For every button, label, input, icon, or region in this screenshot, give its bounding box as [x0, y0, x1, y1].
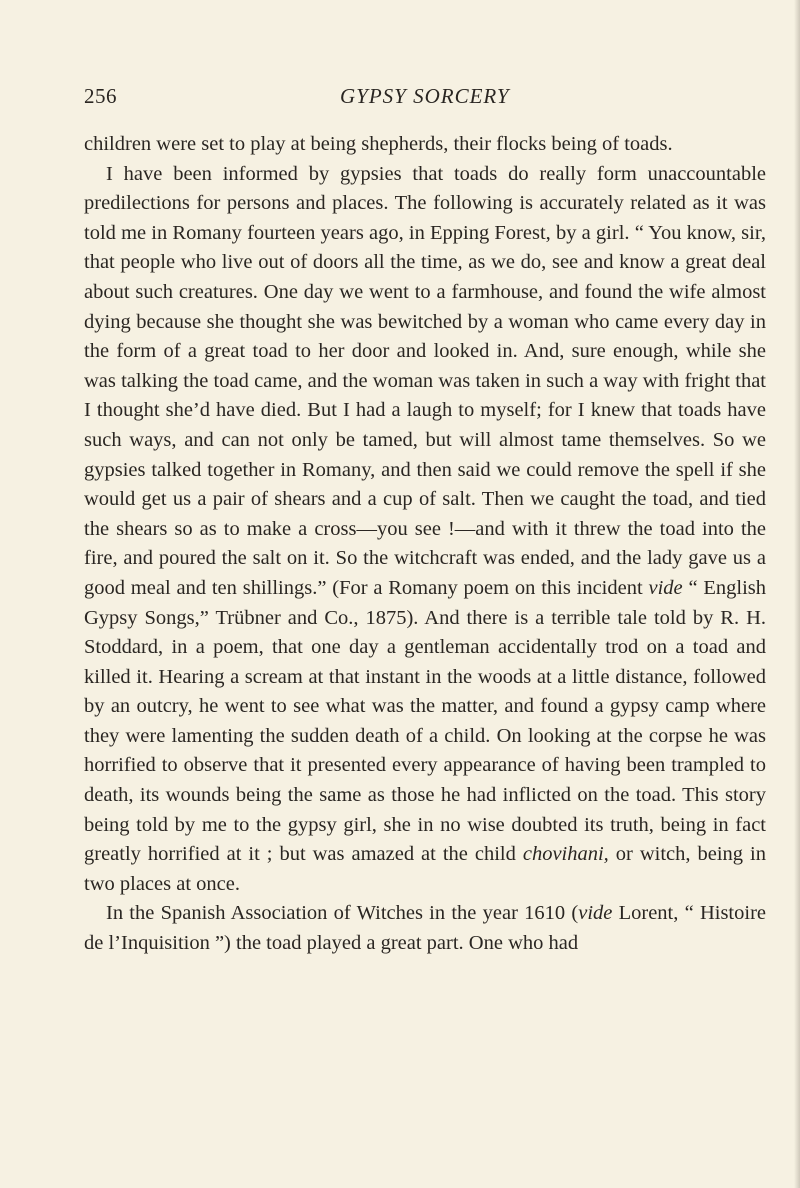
paragraph-2 — [84, 160, 766, 900]
text-run: or witch, being in two places at once. — [84, 843, 766, 895]
text-run: In the Spanish Association of Witches in the year 1610 ( — [106, 902, 579, 925]
page-edge — [794, 0, 800, 1188]
page-number: 256 — [84, 84, 117, 108]
running-head: GYPSY SORCERY — [340, 84, 510, 108]
body-text — [84, 130, 766, 959]
text-run: children were set to play at being shepherds, their flocks being of toads. — [84, 133, 673, 155]
paragraph-3 — [84, 899, 766, 958]
italic-run: chovihani, — [522, 843, 609, 866]
text-run: “ English Gypsy Songs,” Trübner and Co., 1875). And there is a terrible tale told by R. H. Stoddard, in a poem, that one day a gentleman accidentally trod on a toad and killed it. Hearing a scream at that instant in the woods at a little distance, followed by an outcry, he went to see what was the matter, and found a gypsy camp where they were lamenting the sudden death of a child. On looking at the corpse he was horrified to observe that it presented every appearance of having been trampled to death, its wounds being the same as those he had inflicted on the toad. This story being told by me to the gypsy girl, she in no wise doubted its truth, being in fact greatly horrified at it ; but was amazed at the child — [84, 576, 766, 866]
paragraph-1 — [84, 130, 766, 160]
text-run: I have been informed by gypsies that toads do really form unaccountable predilections for persons and places. The following is accurately related as it was told me in Romany fourteen years ago, in Epping Forest, by a girl. “ You know, sir, that people who live out of doors all the time, as we do, see and know a great deal about such creatures. One day we went to a farmhouse, and found the wife almost dying because she thought she was bewitched by a woman who came every day in the form of a great toad to her door and looked in. And, sure enough, while she was talking the toad came, and the woman was taken in such a way with fright that I thought she’d have died. But I had a laugh to myself; for I knew that toads have such ways, and can not only be tamed, but will almost tame themselves. So we gypsies talked together in Romany, and then said we could remove the spell if she would get us a pair of shears and a cup of salt. Then we caught the toad, and tied the shears so as to make a cross—you see !—and with it threw the toad into the fire, and poured the salt on it. So the witchcraft was ended, and the lady gave us a good meal and ten shillings.” (For a Romany poem on this incident — [84, 162, 766, 599]
page-header — [80, 84, 750, 114]
italic-run: vide — [648, 576, 683, 599]
text-run: Lorent, “ Histoire de l’Inquisition ”) the toad played a great part. One who had — [84, 902, 766, 955]
italic-run: vide — [578, 902, 613, 925]
